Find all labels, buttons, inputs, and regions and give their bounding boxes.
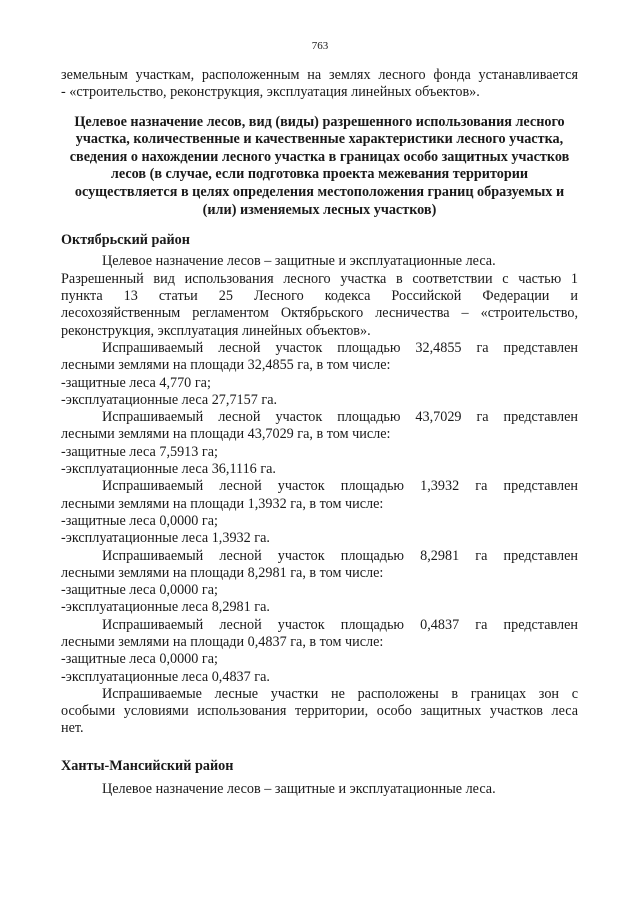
plot-area-line: лесными землями на площади 1,3932 га, в том числе: (61, 495, 384, 512)
protective-forest-line: -защитные леса 0,0000 га; (61, 512, 218, 529)
plot-area-line: Испрашиваемый лесной участок площадью 1,3932 га представлен (102, 478, 578, 495)
conclusion-line: Испрашиваемые лесные участки не расположены в границах зон с (102, 685, 578, 702)
intro-line: - «строительство, реконструкция, эксплуатация линейных объектов». (61, 84, 480, 101)
exploitation-forest-line: -эксплуатационные леса 27,7157 га. (61, 391, 278, 408)
plot-entry (61, 409, 578, 478)
permitted-use-line: лесохозяйственным регламентом Октябрьского лесничества – «строительство, (61, 305, 578, 322)
permitted-use-line: Разрешенный вид использования лесного участка в соответствии с частью 1 (61, 270, 578, 287)
document-body (61, 67, 578, 798)
exploitation-forest-line: -эксплуатационные леса 1,3932 га. (61, 530, 270, 547)
protective-forest-line: -защитные леса 0,0000 га; (61, 651, 218, 668)
district-title: Октябрьский район (61, 232, 190, 249)
forest-purpose: Целевое назначение лесов – защитные и эксплуатационные леса. (102, 253, 496, 270)
plot-area-line: Испрашиваемый лесной участок площадью 8,2981 га представлен (102, 547, 578, 564)
plot-entry (61, 617, 578, 686)
protective-forest-line: -защитные леса 0,0000 га; (61, 582, 218, 599)
intro-line: земельным участкам, расположенным на землях лесного фонда устанавливается (61, 67, 578, 83)
conclusion-line: нет. (61, 720, 84, 737)
plot-area-line: лесными землями на площади 0,4837 га, в том числе: (61, 633, 384, 650)
plot-area-line: лесными землями на площади 32,4855 га, в том числе: (61, 357, 391, 374)
district-title: Ханты-Мансийский район (61, 757, 234, 774)
page-number: 763 (311, 40, 329, 52)
plot-area-line: лесными землями на площади 8,2981 га, в том числе: (61, 564, 384, 581)
conclusion-line: особыми условиями использования территории, особо защитных участков леса (61, 703, 578, 720)
plot-entry (61, 548, 578, 617)
permitted-use-line: реконструкция, эксплуатация линейных объектов». (61, 322, 371, 339)
plot-area-line: Испрашиваемый лесной участок площадью 0,4837 га представлен (102, 616, 578, 633)
protective-forest-line: -защитные леса 7,5913 га; (61, 443, 218, 460)
protective-forest-line: -защитные леса 4,770 га; (61, 374, 211, 391)
permitted-use-line: пункта 13 статьи 25 Лесного кодекса Российской Федерации и (61, 288, 578, 305)
plot-entry (61, 340, 578, 409)
plot-area-line: Испрашиваемый лесной участок площадью 32,4855 га представлен (102, 339, 578, 356)
forest-purpose: Целевое назначение лесов – защитные и эксплуатационные леса. (102, 781, 496, 798)
plot-area-line: Испрашиваемый лесной участок площадью 43,7029 га представлен (102, 409, 578, 426)
exploitation-forest-line: -эксплуатационные леса 36,1116 га. (61, 461, 276, 478)
exploitation-forest-line: -эксплуатационные леса 0,4837 га. (61, 668, 270, 685)
section-heading: Целевое назначение лесов, вид (виды) разрешенного использования лесного участка, количественные и качественные характеристики лесного участка, сведения о нахождении лесного участка в границах особо защитных участков лесов (в случае, если подготовка проекта межевания территории осуществляется в целях определения местоположения границ образуемых и (или) изменяемых лесных участков) (69, 113, 570, 218)
plot-area-line: лесными землями на площади 43,7029 га, в том числе: (61, 426, 391, 443)
plot-entry (61, 478, 578, 547)
exploitation-forest-line: -эксплуатационные леса 8,2981 га. (61, 599, 270, 616)
